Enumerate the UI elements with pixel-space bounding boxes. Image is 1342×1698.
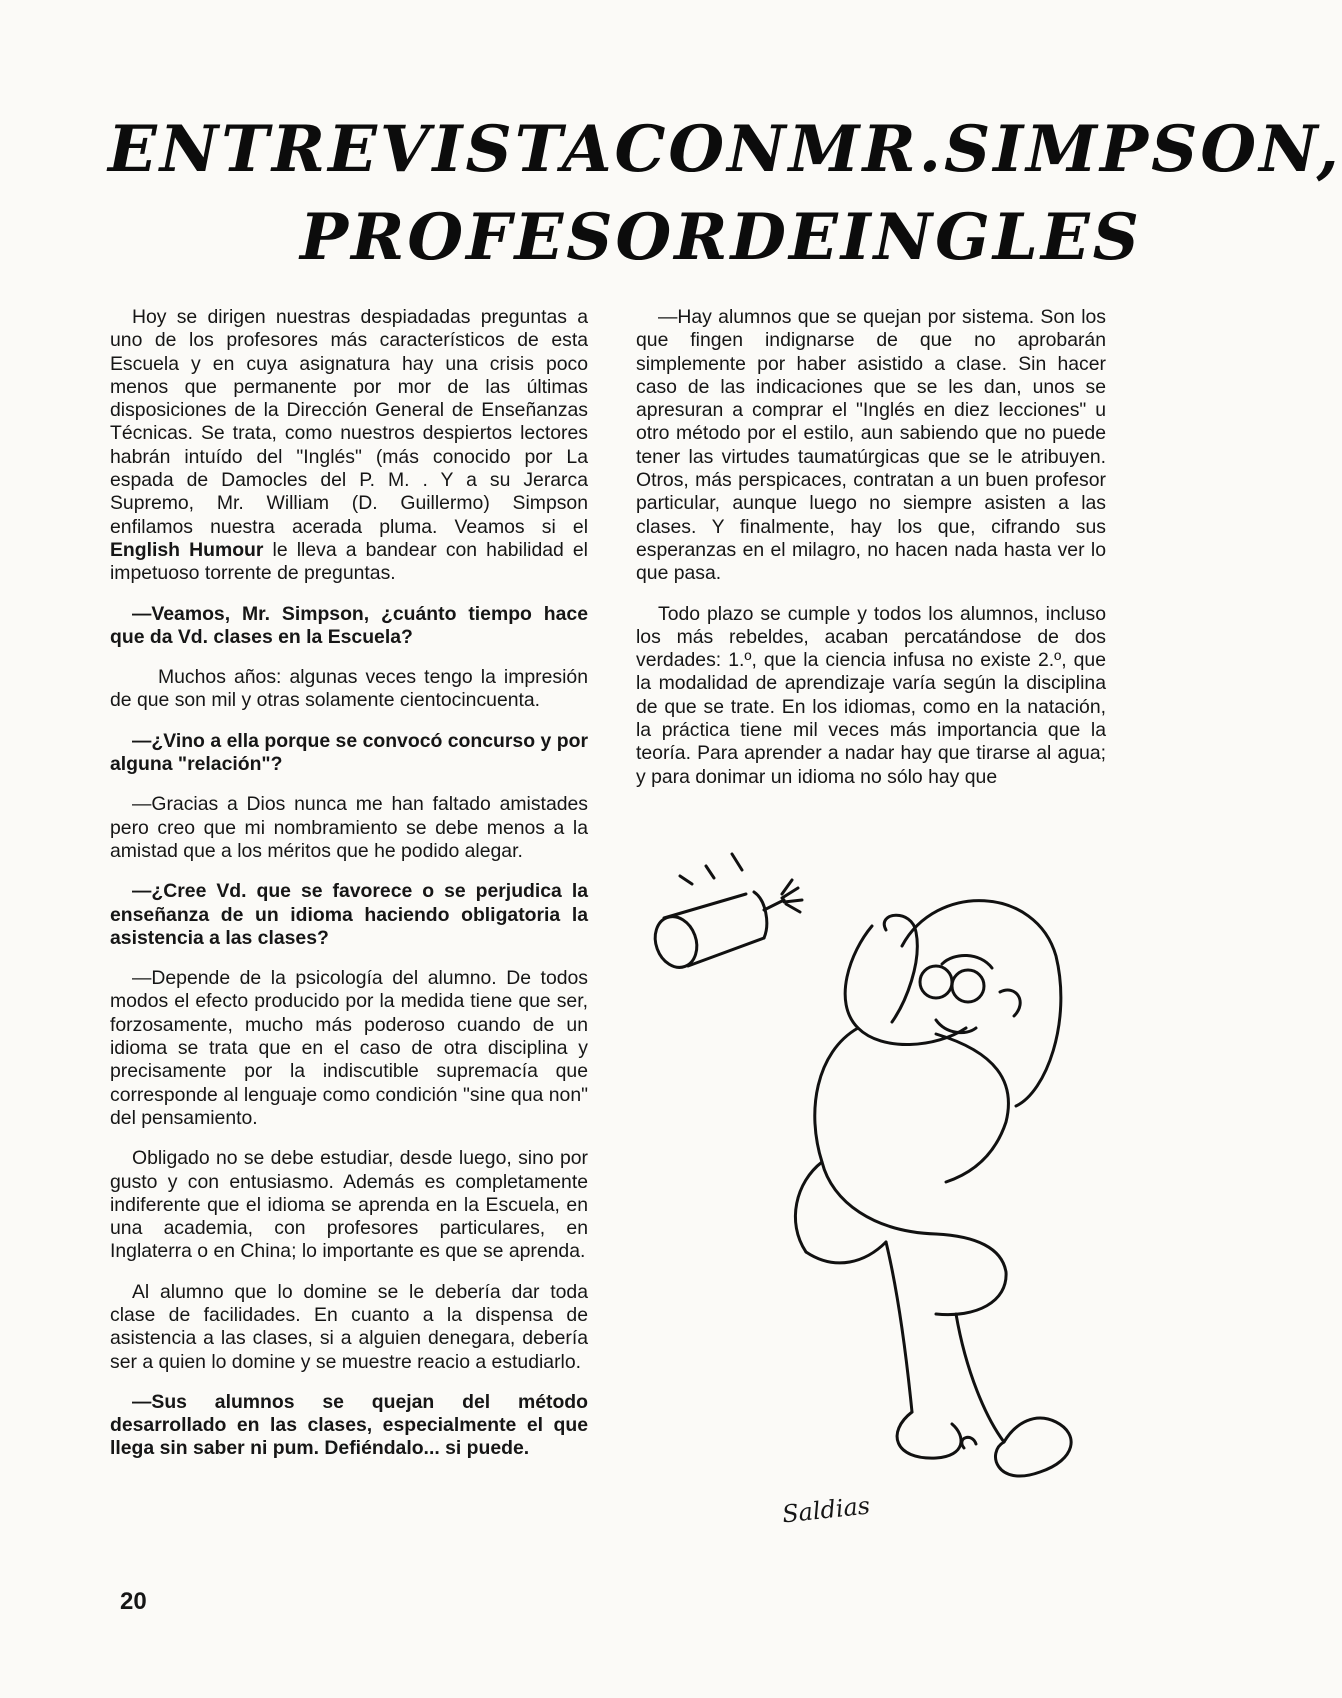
intro-paragraph: Hoy se dirigen nuestras despiadadas preguntas a uno de los profesores más característicos de esta Escuela y en cuya asignatura hay una crisis poco menos que permanente por mor de las últimas disposiciones de la Dirección General de Enseñanzas Técnicas. Se trata, como nuestros despiertos lectores habrán intuído del "Inglés" (más conocido por La espada de Damocles del P. M. . Y a su Jerarca Supremo, Mr. William (D. Guillermo) Simpson enfilamos nuestra acerada pluma. Veamos si el English Humour le lleva a bandear con habilidad el impetuoso torrente de preguntas. <box>110 306 588 585</box>
caricature-illustration <box>636 852 1106 1512</box>
question-1: —Veamos, Mr. Simpson, ¿cuánto tiempo hace que da Vd. clases en la Escuela? <box>110 602 588 648</box>
answer-1: Muchos años: algunas veces tengo la impresión de que son mil y otras solamente cientocincuenta. <box>110 666 588 712</box>
title-word: SIMPSON, <box>943 112 1342 187</box>
answer-4: —Hay alumnos que se quejan por sistema. Son los que fingen indignarse de que no aprobarán simplemente por haber asistido a clase. Sin hacer caso de las indicaciones que se les dan, unos se apresuran a comprar el "Inglés en diez lecciones" u otro método por el estilo, aun sabiendo que no puede tener las virtudes taumatúrgicas que se le atribuyen. Otros, más perspicaces, contratan a un buen profesor particular, aunque luego no siempre asisten a las clases. Y finalmente, hay los que, cifrando sus esperanzas en el milagro, no hacen nada hasta ver lo que pasa. <box>636 306 1106 585</box>
title-word: MR. <box>788 112 944 187</box>
cowering-man-drawing <box>795 901 1071 1476</box>
english-humour-emphasis: English Humour <box>110 538 264 561</box>
left-column <box>110 306 588 1478</box>
illustrator-signature: Saldias <box>780 1491 872 1529</box>
title-word: PROFESOR <box>300 200 731 275</box>
title-word: ENTREVISTA <box>108 112 615 187</box>
title-word: CON <box>614 112 789 187</box>
question-4: —Sus alumnos se quejan del método desarrollado en las clases, especialmente el que llega sin saber ni pum. Defiéndalo... si puede. <box>110 1390 588 1460</box>
answer-3-continued-2: Al alumno que lo domine se le debería dar toda clase de facilidades. En cuanto a la dispensa de asistencia a las clases, si a alguien denegara, debería ser a quien lo domine y se muestre reacio a estudiarlo. <box>110 1280 588 1373</box>
question-2: —¿Vino a ella porque se convocó concurso y por alguna "relación"? <box>110 729 588 776</box>
answer-2: —Gracias a Dios nunca me han faltado amistades pero creo que mi nombramiento se debe menos a la amistad que a los méritos que he podido alegar. <box>110 793 588 862</box>
title-word: INGLES <box>840 200 1142 275</box>
article-title-line-2 <box>300 200 1142 275</box>
motion-lines <box>680 854 742 884</box>
firecracker-drawing <box>648 880 802 973</box>
article-title-line-1 <box>108 112 1342 187</box>
right-column <box>636 306 1106 806</box>
answer-4-continued: Todo plazo se cumple y todos los alumnos, incluso los más rebeldes, acaban percatándose de dos verdades: 1.º, que la ciencia infusa no existe 2.º, que la modalidad de aprendizaje varía según la disciplina de que se trate. En los idiomas, como en la natación, la práctica tiene mil veces más importancia que la teoría. Para aprender a nadar hay que tirarse al agua; y para donimar un idioma no sólo hay que <box>636 602 1106 788</box>
page-number: 20 <box>120 1588 147 1615</box>
question-3: —¿Cree Vd. que se favorece o se perjudica la enseñanza de un idioma haciendo obligatoria la asistencia a las clases? <box>110 880 588 949</box>
answer-3: —Depende de la psicología del alumno. De todos modos el efecto producido por la medida tiene que ser, forzosamente, mucho más poderoso cuando de un idioma se trata que en el caso de otra disciplina y precisamente por la indiscutible supremacía que corresponde al lenguaje como condición "sine qua non" del pensamiento. <box>110 967 588 1129</box>
answer-3-continued: Obligado no se debe estudiar, desde luego, sino por gusto y con entusiasmo. Además es completamente indiferente que el idioma se aprenda en la Escuela, en una academia, con profesores particulares, en Inglaterra o en China; lo importante es que se aprenda. <box>110 1147 588 1263</box>
title-word: DE <box>730 200 841 275</box>
